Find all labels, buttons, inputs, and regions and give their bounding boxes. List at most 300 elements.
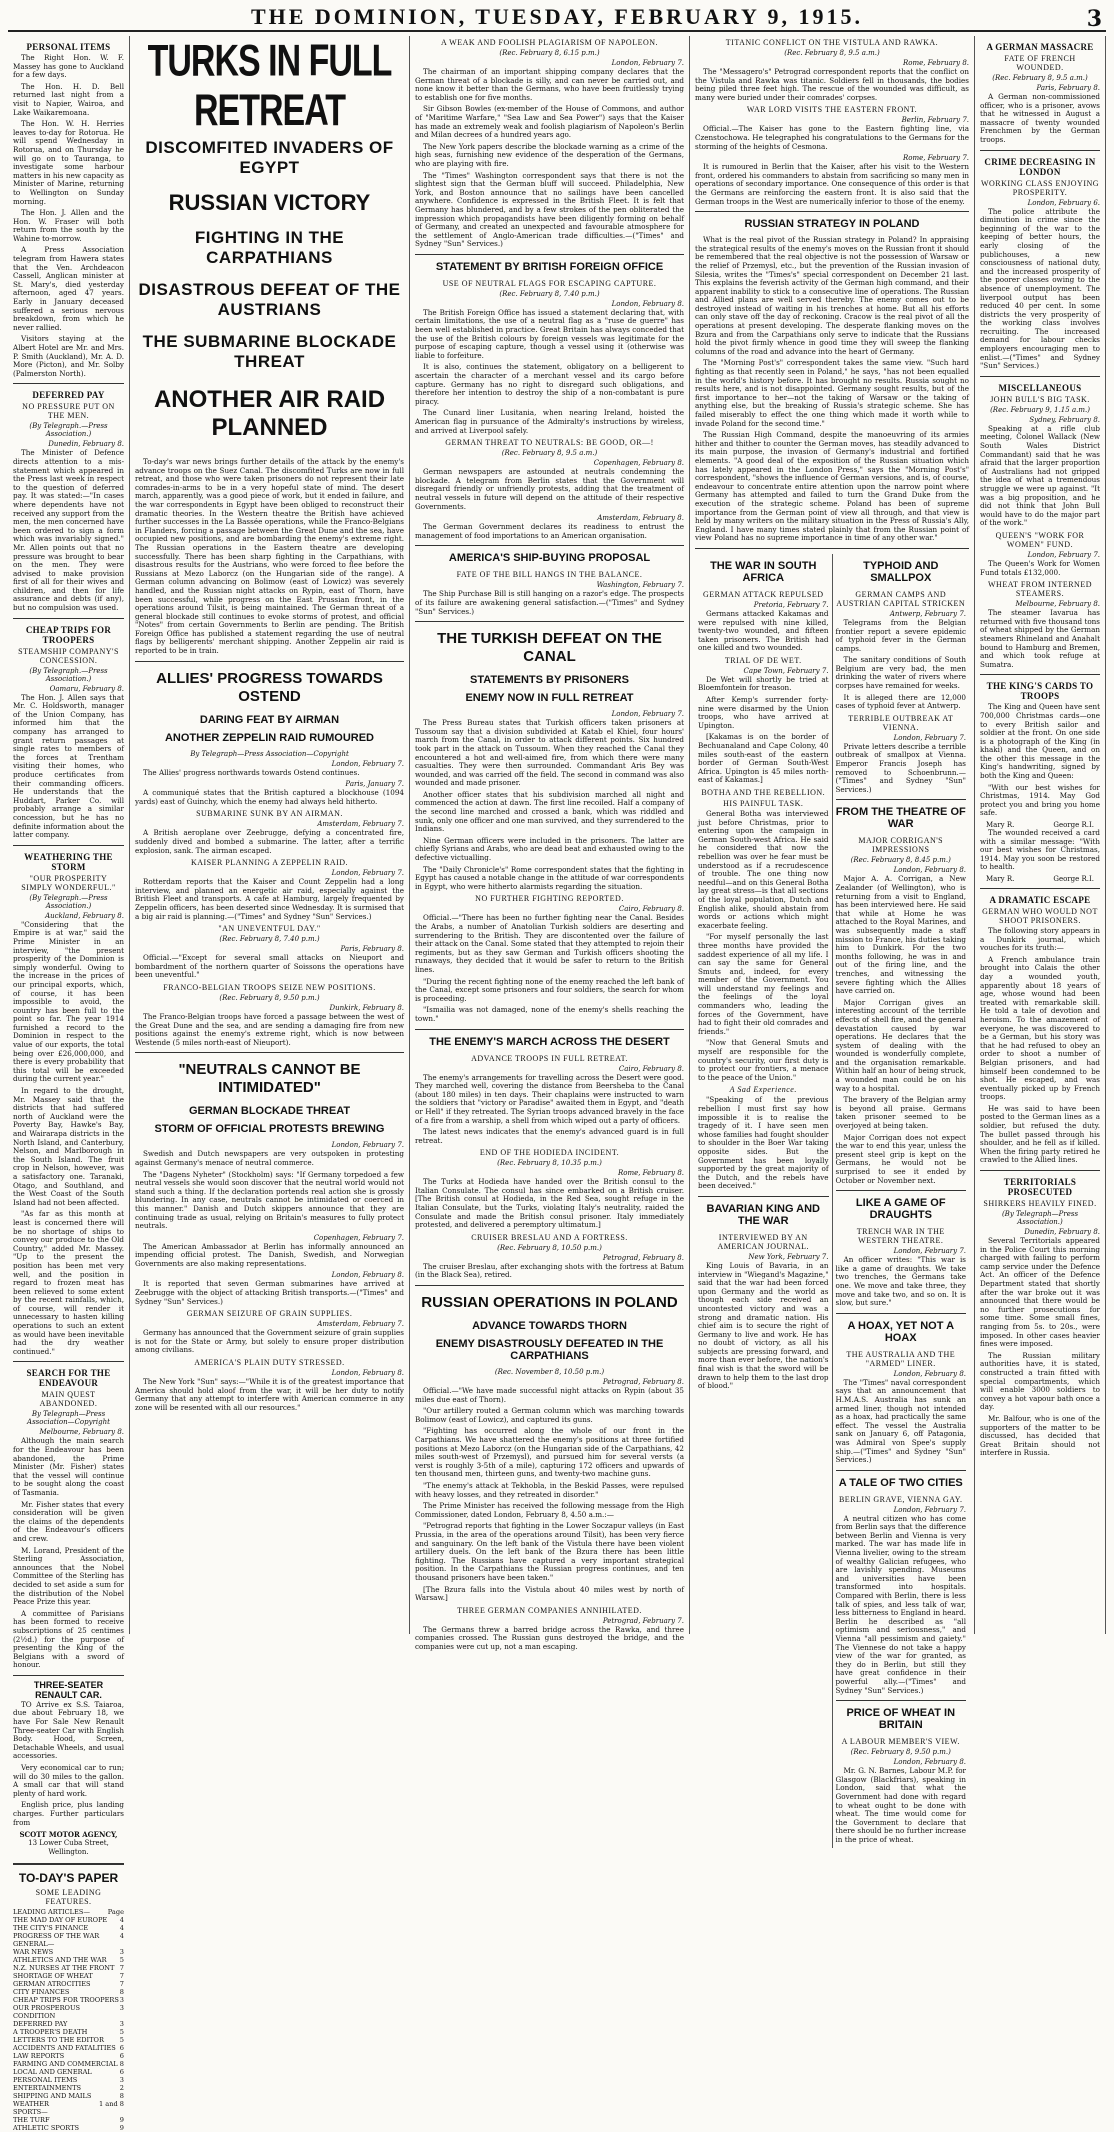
subheadline: STORM OF OFFICIAL PROTESTS BREWING bbox=[154, 1123, 385, 1136]
column-2 bbox=[130, 36, 410, 1634]
paragraph: De Wet will shortly be tried at Bloemfontein for treason. bbox=[698, 674, 829, 693]
received-line: (Rec. February 8, 6.15 p.m.) bbox=[499, 49, 600, 57]
dateline: London, February 7. bbox=[611, 59, 684, 67]
headline: THE TURKISH DEFEAT ON THE CANAL bbox=[437, 630, 662, 666]
contents-page: 7 bbox=[119, 1972, 124, 1981]
contents-page: 8 bbox=[119, 2060, 124, 2069]
paragraph: "The enemy's attack at Tekhobla, in the Beskid Passes, were repulsed with heavy losses, and they retreated in disorder." bbox=[415, 1480, 684, 1499]
contents-label: SPORTS— bbox=[13, 2108, 48, 2117]
received-line: (Rec. February 8, 7.40 p.m.) bbox=[219, 935, 320, 944]
dateline: Pretoria, February 7. bbox=[753, 600, 829, 609]
headline: AMERICA'S SHIP-BUYING PROPOSAL bbox=[448, 552, 651, 565]
subheadline: BERLIN GRAVE, VIENNA GAY. bbox=[838, 1494, 963, 1504]
paragraph: The latest news indicates that the enemy's advanced guard is in full retreat. bbox=[415, 1127, 684, 1145]
subheadline: TRENCH WAR IN THE WESTERN THEATRE. bbox=[856, 1227, 945, 1246]
contents-label: GENERAL— bbox=[13, 1940, 55, 1949]
received-line: (Rec. February 8, 10.50 p.m.) bbox=[497, 1243, 602, 1252]
received-line: (Rec. November 8, 10.50 p.m.) bbox=[494, 1368, 605, 1377]
paragraph: The Press Bureau states that Turkish officers taken prisoners at Tussoum say that a division subdivided at Katab el Khiel, four hours' march from the Canal, in order to attack different points. Six hundred took part in the attack on Tussoum. When they reached the Canal they encountered a hot and well-aimed fire, from which there were many casualties. They were then surrounded. Commandant Aris Bey was wounded, and was carried off the field. The second in command was also wounded and made prisoner. bbox=[415, 718, 684, 788]
subheadline: "AN UNEVENTFUL DAY." bbox=[218, 924, 321, 934]
dateline: London, February 7. bbox=[1027, 550, 1100, 559]
headline: A HOAX, YET NOT A HOAX bbox=[847, 1319, 955, 1344]
subheadline: SOME LEADING FEATURES. bbox=[35, 1888, 102, 1907]
paragraph: Mr. G. N. Barnes, Labour M.P. for Glasgow (Blackfriars), speaking in London, said that what the Government had done with regard to wheat ought to be done with wheat. The time would come for the Government to declare that there should be no further increase in the price of wheat. bbox=[835, 1766, 966, 1844]
column-5 bbox=[975, 36, 1106, 1634]
paragraph: It is reported that seven German submarines have arrived at Zeebrugge with the object of attacking British transports.—("Times" and Sydney "Sun" Services.) bbox=[135, 1279, 404, 1306]
subheadline: SUBMARINE SUNK BY AN AIRMAN. bbox=[196, 809, 343, 819]
subheadline: FATE OF FRENCH WOUNDED. bbox=[1004, 54, 1076, 72]
contents-row bbox=[13, 2124, 124, 2132]
subheadline: NO FURTHER FIGHTING REPORTED. bbox=[475, 894, 624, 904]
dateline: Petrograd, February 8. bbox=[602, 1253, 684, 1262]
headline: TERRITORIALS PROSECUTED bbox=[1003, 1177, 1077, 1198]
contents-page: 6 bbox=[119, 2044, 124, 2053]
contents-row bbox=[13, 2100, 124, 2108]
divider bbox=[836, 799, 967, 800]
deck-headline: DISASTROUS DEFEAT OF THE AUSTRIANS bbox=[138, 280, 401, 319]
subheadline: CRUISER BRESLAU AND A FORTRESS. bbox=[471, 1232, 628, 1242]
headline: THE KING'S CARDS TO TROOPS bbox=[986, 681, 1094, 702]
signatures bbox=[980, 875, 1100, 883]
dateline: Amsterdam, February 7. bbox=[317, 820, 404, 829]
paragraph: After Kemp's surrender forty-nine were disarmed by the Union troops, who have arrived at Upington. bbox=[698, 695, 829, 730]
divider bbox=[13, 383, 124, 384]
paragraph: The New York papers describe the blockade warning as a crime of the high seas, furnishing new evidence of the desperation of the Germans, who are playing with fire. bbox=[415, 141, 684, 168]
subheadline: STEAMSHIP COMPANY'S CONCESSION. bbox=[18, 646, 119, 665]
headline: LIKE A GAME OF DRAUGHTS bbox=[855, 1197, 946, 1222]
subheadline: ADVANCE TOWARDS THORN bbox=[472, 1320, 627, 1333]
contents-label: LETTERS TO THE EDITOR bbox=[13, 2036, 104, 2045]
subheadline: ADVANCE TROOPS IN FULL RETREAT. bbox=[471, 1053, 628, 1063]
paragraph: Mr. Fisher states that every consideration will be given the claims of the dependents of the Endeavour's officers and crew. bbox=[13, 1499, 124, 1543]
dateline: Dunedin, February 8. bbox=[48, 440, 124, 449]
paragraph: Official.—"There has been no further fighting near the Canal. Besides the Arabs, a number of Anatolian Turkish soldiers are deserting and surrendering to the British. They are discontented over the failure of their attack on the Canal. Some stated that they attempted to rejoin their regiments, but as they saw German and Turkish officers shooting the runaways, they decided that it would be safer to return to the British lines. bbox=[415, 913, 684, 974]
subheadline: TITANIC CONFLICT ON THE VISTULA AND RAWKA. bbox=[725, 38, 939, 47]
dateline: Antwerp, February 7. bbox=[889, 609, 966, 618]
contents-label: LAW REPORTS bbox=[13, 2052, 65, 2061]
received-line: (Rec. February 8, 9.50 p.m.) bbox=[850, 1748, 951, 1757]
dateline: Rome, February 7. bbox=[902, 154, 969, 163]
dateline: Rome, February 8. bbox=[902, 59, 969, 67]
byline: (By Telegraph—Press Association.) bbox=[1001, 1210, 1079, 1227]
received-line: (Rec. February 9, 1.15 a.m.) bbox=[990, 405, 1090, 414]
contents-row bbox=[13, 2052, 124, 2060]
contents-row bbox=[13, 2036, 124, 2044]
headline: WEATHERING THE STORM bbox=[24, 851, 113, 872]
contents-label: WAR NEWS bbox=[13, 1948, 54, 1957]
dateline: London, February 8. bbox=[893, 1758, 966, 1767]
subheadline: GERMAN CAMPS AND AUSTRIAN CAPITAL STRICKEN bbox=[836, 589, 966, 608]
divider bbox=[836, 1190, 967, 1191]
divider bbox=[980, 376, 1100, 377]
contents-label: A TROOPER'S DEATH bbox=[13, 2028, 88, 2037]
dateline: London, February 7. bbox=[893, 733, 966, 742]
subheadline: WHEAT FROM INTERNED STEAMERS. bbox=[987, 580, 1092, 599]
column-3 bbox=[410, 36, 690, 1651]
headline: ALLIES' PROGRESS TOWARDS OSTEND bbox=[156, 669, 383, 705]
paragraph: In regard to the drought, Mr. Massey said that the districts that had suffered north of Auckland were the Poverty Bay, Hawke's Bay, and Wairarapa districts in the North Island, and Canterbury, Nelson, and Marlborough in the South Island. The fruit crop in Nelson, however, was a satisfactory one. Taranaki, Otago, and Southland, and the West Coast of the South Island had not been affected. bbox=[13, 1086, 124, 1207]
divider bbox=[135, 1052, 404, 1053]
masthead bbox=[8, 4, 1106, 32]
contents-row bbox=[13, 2060, 124, 2068]
contents-page: 6 bbox=[119, 2068, 124, 2077]
divider bbox=[415, 1285, 684, 1286]
contents-label: LOCAL AND GENERAL bbox=[13, 2068, 92, 2077]
dateline: Cairo, February 8. bbox=[618, 1064, 684, 1073]
headline: BAVARIAN KING AND THE WAR bbox=[706, 1202, 820, 1227]
paragraph: The Ship Purchase Bill is still hanging on a razor's edge. The prospects of its failure are awakening general satisfaction.—("Times" and Sydney "Sun" Services.) bbox=[415, 589, 684, 616]
divider bbox=[415, 254, 684, 255]
paragraph: Germans attacked Kakamas and were repulsed with nine killed, twenty-two wounded, and fifteen taken prisoners. The British had one killed and two wounded. bbox=[698, 608, 829, 653]
paragraph: A committee of Parisians has been formed to receive subscriptions of 25 centimes (2½d.) for the purpose of presenting the King of the Belgians with a sword of honour. bbox=[13, 1608, 124, 1670]
contents-label: THE MAD DAY OF EUROPE bbox=[13, 1916, 108, 1925]
paragraph: The Cunard liner Lusitania, when nearing Ireland, hoisted the American flag in pursuance of the Admiralty's instructions by wireless, and arrived at Liverpool safely. bbox=[415, 408, 684, 435]
divider bbox=[836, 1470, 967, 1471]
paragraph: Major Corrigan gives an interesting account of the terrible effects of shell fire, and the general devastation caused by war operations. He declares that the system of dealing with the wounded is wonderfully complete, and the organisation remarkable. Within half an hour of being struck, a wounded man could be on his way to a hospital. bbox=[835, 997, 966, 1093]
paragraph: An officer writes: "This war is like a game of draughts. We take two trenches, the Germans take one. We move and take three, they move and take two, and so on. It is slow, but sure." bbox=[835, 1255, 966, 1308]
paragraph: King Louis of Bavaria, in an interview in "Wiegand's Magazine," said that the war had been forced upon Germany and the world as though each side received an uncontested victory and was a strong and dramatic nation. His chief aim is to secure the right of Germany to live and work. He has no doubt of victory, as all his subjects are pressing forward, and more than ever before, the nation's final wish is that the sword will be drawn to help them to the last drop of blood." bbox=[698, 1260, 829, 1391]
paragraph: The New York "Sun" says:—"While it is of the greatest importance that America should hold aloof from the war, it will be her duty to notify Germany that any attempt to interfere with American commerce in any zone will be resented with all our resources." bbox=[135, 1377, 404, 1412]
headline: DEFERRED PAY bbox=[32, 390, 105, 401]
dateline: London, February 8. bbox=[611, 299, 684, 308]
subheadline: JOHN BULL'S BIG TASK. bbox=[990, 394, 1090, 404]
paragraph: The Minister of Defence directs attention to a mis-statement which appeared in the Press last week in respect to the question of deferred pay. It was stated:—"In cases where dependents have not received any support from the men, the men concerned have been ordered to sign a form which was invariably signed." Mr. Allen points out that no pressure was brought to bear on the men. They were advised to make provision first of all for their wives and children, and then for life assurance and debts (if any), but no compulsion was used. bbox=[13, 448, 124, 613]
byline: By Telegraph—Press Association—Copyright bbox=[27, 1410, 110, 1427]
divider bbox=[980, 1170, 1100, 1171]
contents-page: 2 bbox=[119, 2084, 124, 2093]
paragraph: The "Morning Post's" correspondent takes the same view. "Such hard fighting as that recently seen in Poland," he says, "has not been equalled in the world's history before. It has brought no results. Russia sought no results here, and is not disappointed. Germany sought results, but of the first importance to her—not the taking of Warsaw or the taking of anything else, but the breaking of Russia's strategic scheme. She has failed miserably to effect the one thing which made it worth while to invade Poland for the second time." bbox=[695, 358, 969, 428]
subheadline: A LABOUR MEMBER'S VIEW. bbox=[841, 1737, 960, 1747]
paragraph: A German non-commissioned officer, who is a prisoner, avows that he witnessed in August a massacre of twenty wounded Frenchmen by the German troops. bbox=[980, 92, 1100, 144]
contents-row bbox=[13, 2108, 124, 2116]
subheadline: DARING FEAT BY AIRMAN bbox=[199, 713, 340, 726]
subheadline: A WEAK AND FOOLISH PLAGIARISM OF NAPOLEON. bbox=[440, 38, 659, 47]
ad-title: THREE-SEATER RENAULT CAR. bbox=[33, 1679, 104, 1700]
subheadline: KAISER PLANNING A ZEPPELIN RAID. bbox=[190, 858, 349, 868]
paragraph: The Franco-Belgian troops have forced a passage between the west of the Great Dune and the sea, and are sending a damaging fire from new positions against the enemy's extreme right, which is now between Westende (5 miles north-east of Nieuport). bbox=[135, 1011, 404, 1047]
subheadline: USE OF NEUTRAL FLAGS FOR ESCAPING CAPTURE. bbox=[442, 278, 657, 288]
subheadline: A Sad Experience. bbox=[729, 1085, 797, 1095]
subheadline: BOTHA AND THE REBELLION. bbox=[701, 788, 826, 797]
contents-row bbox=[13, 1924, 124, 1932]
paragraph: The Russian military authorities have, it is stated, constructed a train fitted with special compartments, which will enable 3000 soldiers to convey a hot vapour bath once a day. bbox=[980, 1350, 1100, 1412]
received-line: (Rec. February 8, 10.35 p.m.) bbox=[497, 1159, 602, 1168]
paragraph: General Botha was interviewed just before Christmas, prior to entering upon the campaign in German South-west Africa. He said he considered that now the rebellion was over he fear must be understood as if a recrudescence of trouble. The one thing now needful—and on this General Botha lay great stress—is that all sections of the loyal population, Dutch and English alike, should abstain from words or actions which might exacerbate feeling. bbox=[698, 809, 829, 930]
main-headline: TURKS IN FULL RETREAT bbox=[147, 36, 392, 136]
subcolumn-left bbox=[695, 554, 833, 1848]
subheadline: THE AUSTRALIA AND THE "ARMED" LINER. bbox=[846, 1349, 956, 1368]
ad-text: Very economical car to run; will do 30 miles to the gallon. A small car that will stand plenty of hard work. bbox=[13, 1763, 124, 1798]
paragraph: Speaking at a rifle club meeting, Colonel Wallack (New South Wales District Commandant) said that he was afraid that the larger proportion of Australians had not gripped the idea of what a tremendous struggle we were up against. "It was a big proposition, and he did not think that John Bull would have to do the major part of the work." bbox=[980, 423, 1100, 528]
contents-page: 5 bbox=[119, 1956, 124, 1965]
subheadline: SHIRKERS HEAVILY FINED. bbox=[983, 1199, 1097, 1209]
contents-label: PROGRESS OF THE WAR bbox=[13, 1932, 100, 1941]
deck-headline: RUSSIAN VICTORY bbox=[168, 190, 371, 215]
paragraph: The British Foreign Office has issued a statement declaring that, with certain limitations, the use of a neutral flag as a "ruse de guerre" has been well established in practice. Great Britain has always conceded that the use of the British colours by foreign vessels was legitimate for the purpose of escaping capture, though a vessel using it (otherwise was liable to forfeiture. bbox=[415, 307, 684, 360]
contents-row bbox=[13, 1972, 124, 1980]
contents-label: DEFERRED PAY bbox=[13, 2020, 68, 2029]
paragraph: "With our best wishes for Christmas, 1914. May God protect you and bring you home safe. bbox=[980, 782, 1100, 818]
paragraph: The steamer Iavarua has returned with five thousand tons of wheat shipped by the German steamers Rhineland and Anahalt bound to Hamburg and Bremen, and which took refuge at Sumatra. bbox=[980, 608, 1100, 669]
subheadline: FRANCO-BELGIAN TROOPS SEIZE NEW POSITIONS. bbox=[163, 982, 376, 992]
contents-page: 8 bbox=[119, 1988, 124, 1997]
paragraph: Rotterdam reports that the Kaiser and Count Zeppelin had a long interview, and planned an energetic air raid, especially against the British Fleet and transports. A cafe at Hamburg, largely frequented by Zeppelin officers, has been deserted since Wednesday. It is surmised that a big air raid is planning.—("Times" and Sydney "Sun" Services.) bbox=[135, 877, 404, 921]
subheadline: MAJOR CORRIGAN'S IMPRESSIONS bbox=[858, 836, 944, 855]
headline: STATEMENT BY BRITISH FOREIGN OFFICE bbox=[435, 260, 664, 273]
divider bbox=[695, 211, 969, 212]
paragraph: The Russian High Command, despite the manoeuvring of its armies hither and thither to counter the German moves, has steadily advanced to its main purpose, the invasion of Germany's industrial and fortified elements. "A good deal of the exposition of the Russian situation which has lately appeared in the London Press," says the "Morning Post's" correspondent, "shows the influence of German versions, and is, of course, endeavour to concentrate entire attention upon the narrow point where Germany has attempted and failed to turn the Grand Duke from the execution of the strategic scheme. Poland has been of supreme importance from the German point of view all through, and that view is held by many writers on the military situation in the Press of Russia's Ally, England. I have many times stated plainly that from the Russian point of view Poland has no supreme importance in time of any other war." bbox=[695, 430, 969, 543]
agency-name: SCOTT MOTOR AGENCY, bbox=[19, 1830, 118, 1840]
subheadline: INTERVIEWED BY AN AMERICAN JOURNAL. bbox=[717, 1232, 810, 1251]
signature-george: George R.I. bbox=[1053, 875, 1094, 883]
column-4 bbox=[690, 36, 975, 1844]
subheadline: WORKING CLASS ENJOYING PROSPERITY. bbox=[980, 178, 1100, 197]
contents-page: 3 bbox=[119, 1996, 124, 2005]
dateline: Berlin, February 7. bbox=[901, 116, 969, 125]
column-1 bbox=[8, 36, 130, 2132]
signature-mary: Mary R. bbox=[986, 875, 1015, 883]
contents-page: 9 bbox=[119, 2124, 124, 2132]
paragraph: Another officer states that his subdivision marched all night and commenced the action at dawn. The first line recoiled. Half a company of the second line marched and crossed a bank, which was riddled and sunk, only one officer and one man survived, and they surrendered to the Indians. bbox=[415, 789, 684, 834]
divider bbox=[13, 618, 124, 619]
paragraph: M. Lorand, President of the Sterling Association, announces that the Nobel Committee of the Sterling has decided to set aside a sum for the distribution of the Nobel Peace Prize this year. bbox=[13, 1545, 124, 1607]
dateline: London, February 7. bbox=[611, 710, 684, 719]
paragraph: The bravery of the Belgian army is beyond all praise. Germans taken prisoner seemed to be overjoyed at being taken. bbox=[835, 1095, 966, 1131]
contents-page: 1 and 8 bbox=[99, 2100, 124, 2109]
paragraph: A neutral citizen who has come from Berlin says that the difference between Berlin and Vienna is very marked. The war has made life in Vienna livelier, owing to the stream of wealthy Galician refugees, who are lavishly spending. Museums and universities have been transformed into hospitals. Compared with Berlin, there is less talk of spies, and less talk of war, less bitterness to England in heard. Berlin he described as "all optimism and seriousness," and Vienna "all pessimism and gaiety." The Viennese do not take a happy view of the war for granted, as they do in Berlin, but still they have great confidence in their powerful ally.—("Times" and Sydney "Sun" Services.) bbox=[835, 1513, 966, 1695]
received-line: (Rec. February 8, 7.40 p.m.) bbox=[499, 289, 600, 298]
deck-headline: THE SUBMARINE BLOCKADE THREAT bbox=[142, 332, 397, 371]
contents-page: 4 bbox=[119, 1924, 124, 1933]
headline: A TALE OF TWO CITIES bbox=[838, 1476, 963, 1489]
paragraph: The Right Hon. W. F. Massey has gone to Auckland for a few days. bbox=[13, 53, 124, 80]
dateline: Cairo, February 8. bbox=[618, 905, 684, 914]
contents-label: LEADING ARTICLES— bbox=[13, 1908, 90, 1917]
paragraph: He was said to have been posted to the German lines as a soldier, but refused the duty. The bullet passed through his shoulder, and he fell as if killed. When the firing party retired he crawled to the Allied lines. bbox=[980, 1103, 1100, 1165]
contents-row bbox=[13, 2020, 124, 2028]
paragraph: The Prime Minister has received the following message from the High Commissioner, dated London, February 8, 4.50 a.m.:— bbox=[415, 1501, 684, 1519]
paragraph: The chairman of an important shipping company declares that the German threat of a blockade is silly, and can never be carried out, and none know it better than the Germans, who have been fruitlessly trying to establish one for five months. bbox=[415, 67, 684, 102]
ad-text: English price, plus landing charges. Further particulars from bbox=[13, 1800, 124, 1827]
divider bbox=[836, 1700, 967, 1701]
byline: (By Telegraph.—Press Association.) bbox=[29, 893, 108, 910]
subheadline: THREE GERMAN COMPANIES ANNIHILATED. bbox=[457, 1605, 642, 1615]
signature-mary: Mary R. bbox=[986, 821, 1015, 830]
paragraph: A Press Association telegram from Hawera states that the Ven. Archdeacon Cassell, Anglican minister at St. Mary's, died yesterday afternoon, aged 47 years. Early in January deceased suffered a serious nervous breakdown, from which he never rallied. bbox=[13, 245, 124, 332]
dateline: London, February 7. bbox=[893, 1505, 966, 1514]
page-number: 3 bbox=[1086, 6, 1102, 32]
paragraph: The Turks at Hodieda have handed over the British consul to the Italian Consulate. The consul has since embarked on a British cruiser. [The British consul at Hodieda, in the Red Sea, sought refuge in the Italian Consulate, but the Turks, violating Italy's neutrality, raided the Consulate and made the British consul prisoner. Italy immediately protested, and delivered a peremptory ultimatum.] bbox=[415, 1177, 684, 1230]
contents-row bbox=[13, 1956, 124, 1964]
contents-page: 3 bbox=[119, 2004, 124, 2013]
subheadline: AMERICA'S PLAIN DUTY STRESSED. bbox=[194, 1358, 345, 1368]
paragraph: The cruiser Breslau, after exchanging shots with the fortress at Batum (in the Black Sea), retired. bbox=[415, 1261, 684, 1280]
paragraph: The King and Queen have sent 700,000 Christmas cards—one to every British sailor and soldier at the front. On one side is a photograph of the King (in khaki) and the Queen, and on the other this message in the King's handwriting, signed by both the King and Queen: bbox=[980, 702, 1100, 781]
headline: THE ENEMY'S MARCH ACROSS THE DESERT bbox=[429, 1035, 670, 1048]
contents-row bbox=[13, 1996, 124, 2004]
contents-page: 6 bbox=[119, 2052, 124, 2061]
received-line: (Rec. February 8, 9.5 a.m.) bbox=[992, 74, 1088, 82]
paragraph: Swedish and Dutch newspapers are very outspoken in protesting against Germany's menace of neutral commerce. bbox=[135, 1149, 404, 1167]
dateline: London, February 8. bbox=[331, 1369, 404, 1378]
paragraph: "Now that General Smuts and myself are responsible for the country's security, our first duty is to protect our frontiers, a menace to the peace of the Union." bbox=[698, 1038, 829, 1082]
contents-page: 9 bbox=[119, 2116, 124, 2125]
contents-row bbox=[13, 2092, 124, 2100]
byline: By Telegraph—Press Association—Copyright bbox=[190, 749, 349, 758]
contents-page: 7 bbox=[119, 1964, 124, 1973]
paragraph: It is also, continues the statement, obligatory on a belligerent to ascertain the character of a merchant vessel and its cargo before capture. Germany has no right to disregard such obligations, and therefore her intention to destroy the ship of a non-combatant is pure piracy. bbox=[415, 362, 684, 406]
headline: PERSONAL ITEMS bbox=[26, 42, 111, 52]
paragraph: The "Times" naval correspondent says that an announcement that H.M.A.S. Australia has sunk an armed liner, though not intended as a hoax, had practically the same effect. The vessel the Australia sank on January 6, off Patagonia, was Admiral von Spee's supply ship.—("Times" and Sydney "Sun" Services.) bbox=[835, 1377, 966, 1465]
paragraph: The "Dagens Nyheter" (Stockholm) says: "If Germany torpedoed a few neutral vessels she would soon discover that the neutral world would not stand such a thing. If the declaration portends real action she is grossly blundering. In any case, neutrals cannot be intimidated or coerced in this manner." Danish and Dutch skippers announce that they are continuing trade as usual, relying on Britain's measures to fully protect neutrals. bbox=[135, 1169, 404, 1231]
paragraph: The Allies' progress northwards towards Ostend continues. bbox=[143, 767, 360, 777]
paragraph: "Speaking of the previous rebellion I must first say how impossible it is to realise the tragedy of it. I have seen men whose families had fought shoulder to shoulder in the Boer War taking opposite sides. But the Government has been loyally supported by the great majority of the Dutch, and the rebels have been deceived." bbox=[698, 1095, 829, 1191]
contents-label: CHEAP TRIPS FOR TROOPERS bbox=[13, 1996, 119, 2005]
paragraph: "Ismailia was not damaged, none of the enemy's shells reaching the town." bbox=[415, 1005, 684, 1023]
subheadline: GERMAN THREAT TO NEUTRALS: BE GOOD, OR—! bbox=[445, 438, 654, 448]
paragraph: Germany has announced that the Government seizure of grain supplies is not for the State or Army, but solely to ensure proper distribution among civilians. bbox=[135, 1328, 404, 1355]
subheadline: ANOTHER ZEPPELIN RAID RUMOURED bbox=[164, 731, 374, 744]
paragraph: Official.—"We have made successful night attacks on Rypin (about 35 miles due east of Thorn). bbox=[415, 1386, 684, 1404]
divider bbox=[13, 1361, 124, 1362]
contents-row bbox=[13, 1988, 124, 1996]
contents-label: N.Z. NURSES AT THE FRONT bbox=[13, 1964, 115, 1973]
headline: A GERMAN MASSACRE bbox=[986, 42, 1094, 52]
contents-page: 8 bbox=[119, 2092, 124, 2101]
contents-label: SHIPPING AND MAILS bbox=[13, 2092, 92, 2101]
subheadline: ENEMY DISASTROUSLY DEFEATED IN THE CARPATHIANS bbox=[435, 1338, 664, 1363]
paragraph: The Hon. J. Allen says that Mr. C. Holdsworth, manager of the Union Company, has informed him that the company has arranged to grant return passages at single rates to members of the forces at Trentham visiting their homes, who produce certificates from their commanding officers. He understands that the Huddart, Parker Co. will probably arrange a similar concession, but he has no definite information about the latter company. bbox=[13, 692, 124, 840]
subheadline: FATE OF THE BILL HANGS IN THE BALANCE. bbox=[456, 570, 643, 580]
paragraph: "For myself personally the last three months have provided the saddest experience of all my life. I can say the same for General Smuts and, indeed, for every member of the Government. You will understand my feelings and the feelings of the loyal commanders who, leading the forces of the Government, have had to fight their old comrades and friends." bbox=[698, 932, 829, 1036]
contents-page: 4 bbox=[119, 1932, 124, 1941]
paragraph: The following story appears in a Dunkirk journal, which vouches for its truth:— bbox=[980, 926, 1100, 953]
contents-label: ENTERTAINMENTS bbox=[13, 2084, 82, 2093]
divider bbox=[13, 1863, 124, 1865]
paragraph: "As far as this month at least is concerned there will be no shortage of ships to convey our produce to the Old Country," added Mr. Massey. "Up to the present the position has been met very well, and the position in regard to frozen meat has been relieved to some extent by the recent rainfalls, which, of course, will render it unnecessary to hasten killing operations to such an extent as would have been inevitable had the dry weather continued." bbox=[13, 1209, 124, 1356]
paragraph: Official.—"Except for several small attacks on Nieuport and bombardment of the northern quarter of Soissons the operations have been uneventful." bbox=[135, 953, 404, 980]
contents-label: ATHLETICS AND THE WAR bbox=[13, 1956, 107, 1965]
contents-label: GERMAN ATROCITIES bbox=[13, 1980, 91, 1989]
paragraph: Although the main search for the Endeavour has been abandoned, the Prime Minister (Mr. Fisher) states that the vessel will continue to be sought along the coast of Tasmania. bbox=[13, 1436, 124, 1497]
contents-row bbox=[13, 2076, 124, 2084]
contents-label: CITY FINANCES bbox=[13, 1988, 70, 1997]
contents-page: 3 bbox=[119, 2020, 124, 2029]
subheadline: WAR LORD VISITS THE EASTERN FRONT. bbox=[746, 105, 918, 115]
divider bbox=[13, 845, 124, 846]
subheadline: MAIN QUEST ABANDONED. bbox=[39, 1390, 98, 1409]
paragraph: A British aeroplane over Zeebrugge, defying a concentrated fire, suddenly dived and bombed a submarine. The latter, after a terrific explosion, sank. The airman escaped. bbox=[135, 828, 404, 855]
dateline: London, February 7. bbox=[331, 759, 404, 768]
dateline: Copenhagen, February 7. bbox=[313, 1233, 404, 1242]
dateline: Washington, February 7. bbox=[596, 581, 684, 590]
dateline: Copenhagen, February 8. bbox=[593, 459, 684, 468]
dateline: New York, February 7. bbox=[748, 1252, 829, 1261]
contents-page: 5 bbox=[119, 2036, 124, 2045]
subheadline: GERMAN WHO WOULD NOT SHOOT PRISONERS. bbox=[982, 907, 1098, 925]
divider bbox=[415, 545, 684, 546]
divider bbox=[980, 888, 1100, 889]
dateline: London, February 8. bbox=[331, 1271, 404, 1280]
contents-label: ACCIDENTS AND FATALITIES bbox=[13, 2044, 116, 2053]
contents-page: 4 bbox=[119, 1916, 124, 1925]
paragraph: Several Territorials appeared in the Police Court this morning charged with failing to perform camp service under the Defence Act. An officer of the Defence Department stated that shortly after the war broke out it was announced that there would be no further prosecutions for some time. Some small fines, ranging from 5s. to 20s., were imposed. In other cases heavier fines were imposed. bbox=[980, 1236, 1100, 1349]
contents-row bbox=[13, 2084, 124, 2092]
subheadline: NO PRESSURE PUT ON THE MEN. bbox=[22, 402, 115, 421]
contents-label: OUR PROSPEROUS CONDITION bbox=[13, 2004, 81, 2021]
dateline: London, February 7. bbox=[893, 1247, 966, 1256]
subheadline: HIS PAINFUL TASK. bbox=[723, 799, 804, 808]
contents-row bbox=[13, 1908, 124, 1916]
dateline: London, February 7. bbox=[331, 1141, 404, 1150]
subheadline: STATEMENTS BY PRISONERS bbox=[470, 674, 629, 687]
paragraph: [The Bzura falls into the Vistula about 40 miles west by north of Warsaw.] bbox=[415, 1584, 684, 1603]
agency-address: 13 Lower Cuba Street, bbox=[28, 1839, 109, 1848]
paragraph: The "Daily Chronicle's" Rome correspondent states that the fighting in Egypt has caused a notable change in the attitude of war correspondents in Egypt, who were hitherto alarmists regarding the situation. bbox=[415, 864, 684, 891]
headline: RUSSIAN OPERATIONS IN POLAND bbox=[421, 1294, 678, 1312]
paragraph: The sanitary conditions of South Belgium are very bad, the men drinking the water of rivers where corpses have remained for weeks. bbox=[835, 655, 966, 691]
paragraph: Nine German officers were included in the prisoners. The latter are chiefly Syrians and Arabs, who are dead beat and exhausted owing to the defective victualling. bbox=[415, 835, 684, 863]
paragraph: The American Ambassador at Berlin has informally announced an impending official protest. The Danish, Swedish, and Norwegian Governments are also making representations. bbox=[135, 1241, 404, 1268]
divider bbox=[698, 1196, 829, 1197]
headline: "NEUTRALS CANNOT BE INTIMIDATED" bbox=[178, 1061, 361, 1097]
paragraph: "Fighting has occurred along the whole of our front in the Carpathians. We have shattered the enemy's positions at three fortified positions at Mezo Laborcz (on the Hungarian side of the Carpathians, 42 miles south-west of Przemysl), and pursued him for several versts (a verst is roughly 3-5th of a mile), capturing 172 officers and upwards of ten thousand men, thirteen guns, and twenty-two machine guns. bbox=[415, 1426, 684, 1479]
contents-page: Page bbox=[107, 1908, 124, 1917]
divider bbox=[836, 1313, 967, 1314]
todays-paper-title: TO-DAY'S PAPER bbox=[18, 1871, 119, 1886]
paragraph: "Considering that the Empire is at war," said the Prime Minister in an interview, "the present prosperity of the Dominion is simply wonderful. Owing to the increase in the prices of our principal exports, which, of course, it has been impossible to avoid, the country has been full to the point so far. The year 1914 furnished a record to the Dominion in respect to the value of our exports, the total being over £26,000,000, and there is every probability that this total will be exceeded during the current year." bbox=[13, 919, 124, 1084]
subheadline: "OUR PROSPERITY SIMPLY WONDERFUL." bbox=[21, 873, 116, 892]
dateline: Auckland, February 8. bbox=[45, 911, 124, 920]
paragraph: "During the recent fighting none of the enemy reached the left bank of the Canal, except some prisoners and four soldiers, the search for whom is proceeding. bbox=[415, 976, 684, 1003]
contents-label: ATHLETIC SPORTS bbox=[13, 2124, 80, 2132]
contents-row bbox=[13, 1932, 124, 1940]
contents-label: THE TURF bbox=[13, 2116, 50, 2125]
contents-label: FARMING AND COMMERCIAL bbox=[13, 2060, 118, 2069]
received-line: (Rec. February 8, 9.5 a.m.) bbox=[501, 449, 598, 458]
headline: RUSSIAN STRATEGY IN POLAND bbox=[744, 218, 920, 231]
paragraph: "Petrograd reports that fighting in the Lower Soczapur valleys (in East Prussia, in the area of the operations around Tilsit), has been very fierce and sanguinary. On the left bank of the Vistula there have been violent artillery duels. On the left bank of the Bzura there has been little fighting. The Russians have captured a very important strategical position. In the Carpathians the Russian progress continues, and ten thousand prisoners have been taken." bbox=[415, 1521, 684, 1582]
headline: SEARCH FOR THE ENDEAVOUR bbox=[26, 1368, 111, 1389]
paragraph: "Our artillery routed a German column which was marching towards Bolimow (east of Lowicz), and captured its guns. bbox=[415, 1406, 684, 1424]
contents-page: 3 bbox=[119, 1948, 124, 1957]
contents-page: 5 bbox=[119, 2028, 124, 2037]
dateline: Paris, February 8. bbox=[340, 945, 404, 954]
subheadline: QUEEN'S "WORK FOR WOMEN" FUND. bbox=[995, 530, 1085, 549]
deck-headline: ANOTHER AIR RAID PLANNED bbox=[153, 386, 386, 441]
deck-headline: DISCOMFITED INVADERS OF EGYPT bbox=[145, 138, 394, 177]
contents-row bbox=[13, 2116, 124, 2124]
dateline: London, February 7. bbox=[331, 869, 404, 878]
headline: THE WAR IN SOUTH AFRICA bbox=[710, 559, 817, 584]
paragraph: The Queen's Work for Women Fund totals £132,000. bbox=[980, 558, 1100, 577]
contents-row bbox=[13, 2028, 124, 2036]
subheadline: ENEMY NOW IN FULL RETREAT bbox=[465, 692, 634, 705]
paragraph: The Hon. W. H. Herries leaves to-day for Rotorua. He will spend Wednesday in Rotorua, and on Thursday he will go on to Tauranga, to investigate some harbour matters in his new capacity as Minister of Marine, returning to Wellington on Sunday morning. bbox=[13, 119, 124, 206]
paragraph: It is alleged there are 12,000 cases of typhoid fever at Antwerp. bbox=[835, 692, 966, 711]
dateline: Amsterdam, February 7. bbox=[317, 1320, 404, 1329]
dateline: Dunkirk, February 8. bbox=[329, 1003, 404, 1012]
contents-list bbox=[13, 1908, 124, 2132]
received-line: (Rec. February 8, 9.50 p.m.) bbox=[219, 993, 320, 1002]
contents-page: 7 bbox=[119, 1980, 124, 1989]
contents-row bbox=[13, 2068, 124, 2076]
dateline: Melbourne, February 8. bbox=[39, 1428, 124, 1437]
dateline: Paris, January 7. bbox=[345, 780, 404, 789]
agency-city: Wellington. bbox=[48, 1848, 89, 1857]
headline: FROM THE THEATRE OF WAR bbox=[835, 806, 966, 831]
contents-label: PERSONAL ITEMS bbox=[13, 2076, 78, 2085]
